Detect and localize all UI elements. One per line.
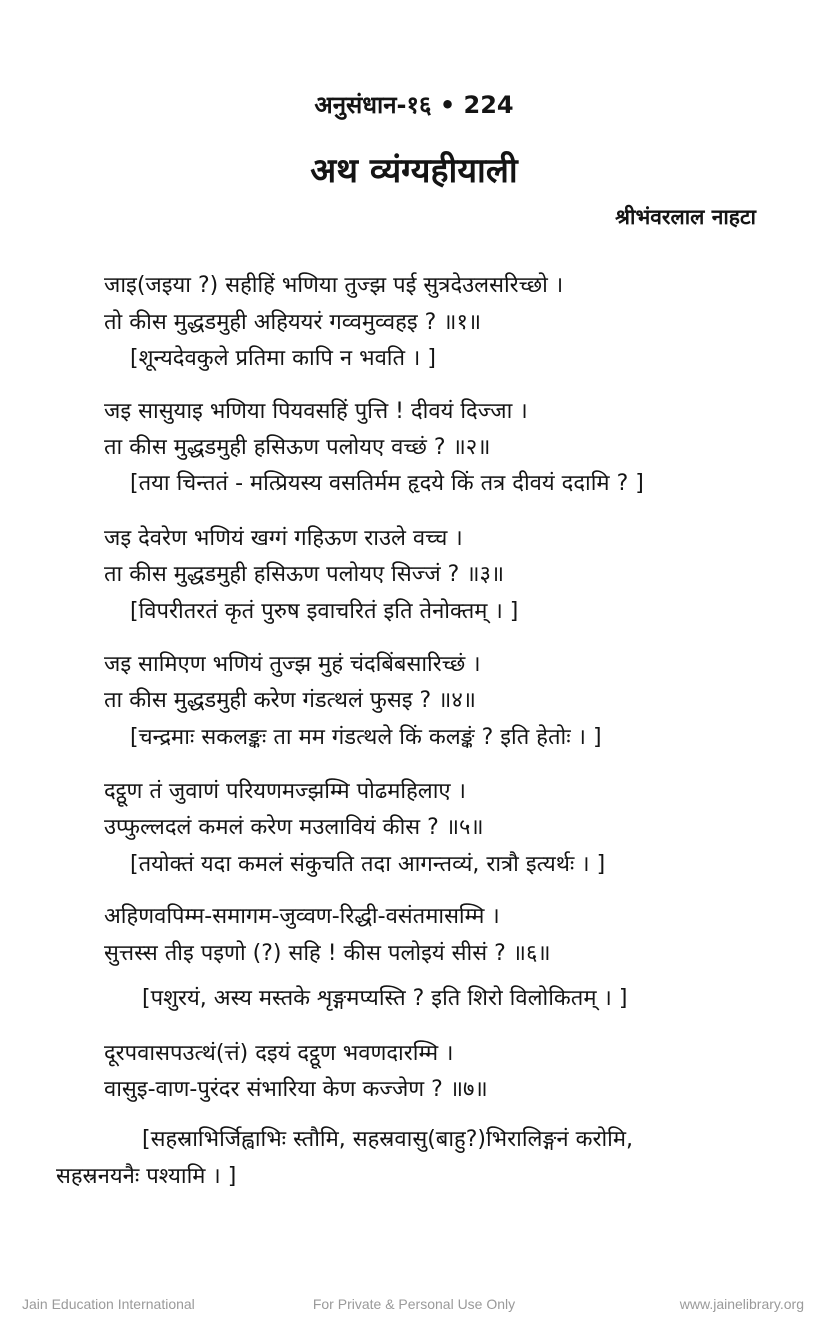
verse-line: जइ सासुयाइ भणिया पियवसहिं पुत्ति ! दीवयं दिज्जा । (104, 399, 528, 424)
running-head: अनुसंधान-१६ • 224 (314, 91, 514, 119)
footer-usage-note: For Private & Personal Use Only (312, 1296, 516, 1312)
verse-line: ता कीस मुद्धडमुही हसिऊण पलोयए वच्छं ? ॥२॥ (104, 435, 491, 460)
verse-line: ता कीस मुद्धडमुही हसिऊण पलोयए सिज्जं ? ॥३॥ (104, 562, 505, 587)
footer-publisher: Jain Education International (22, 1296, 195, 1312)
gloss-line: [तयोक्तं यदा कमलं संकुचति तदा आगन्तव्यं, रात्रौ इत्यर्थः । ] (130, 852, 606, 877)
gloss-line: [शून्यदेवकुले प्रतिमा कापि न भवति । ] (130, 346, 436, 371)
verse-line: तो कीस मुद्धडमुही अहिययरं गव्वमुव्वहइ ? ॥१॥ (104, 310, 482, 335)
verse-line: दट्ठूण तं जुवाणं परियणमज्झम्मि पोढमहिलाए । (104, 779, 466, 804)
gloss-line: [चन्द्रमाः सकलङ्कः ता मम गंडत्थले किं कलङ्कं ? इति हेतोः । ] (130, 725, 602, 750)
page-title: अथ व्यंग्यहीयाली (310, 151, 518, 191)
verse-line: सुत्तस्स तीइ पइणो (?) सहि ! कीस पलोइयं सीसं ? ॥६॥ (104, 941, 551, 966)
verse-line: दूरपवासपउत्थं(त्तं) दइयं दट्ठूण भवणदारम्मि । (104, 1041, 454, 1066)
gloss-line: [सहस्राभिर्जिह्वाभिः स्तौमि, सहस्रवासु(बाहु?)भिरालिङ्गनं करोमि, (142, 1127, 634, 1152)
gloss-line: सहस्रनयनैः पश्यामि । ] (56, 1164, 237, 1189)
verse-line: उप्फुल्लदलं कमलं करेण मउलावियं कीस ? ॥५॥ (104, 815, 484, 840)
verse-line: जइ देवरेण भणियं खग्गं गहिऊण राउले वच्च । (104, 526, 463, 551)
verse-line: अहिणवपिम्म-समागम-जुव्वण-रिद्धी-वसंतमासम्मि । (104, 904, 500, 929)
gloss-line: [तया चिन्ततं - मत्प्रियस्य वसतिर्मम हृदये किं तत्र दीवयं ददामि ? ] (130, 471, 644, 496)
gloss-line: [पशुरयं, अस्य मस्तके शृङ्गमप्यस्ति ? इति शिरो विलोकितम् । ] (142, 986, 628, 1011)
verse-line: जाइ(जइया ?) सहीहिं भणिया तुज्झ पई सुत्रदेउलसरिच्छो । (104, 273, 564, 298)
gloss-line: [विपरीतरतं कृतं पुरुष इवाचरितं इति तेनोक्तम् । ] (130, 599, 519, 624)
verse-line: वासुइ-वाण-पुरंदर संभारिया केण कज्जेण ? ॥७॥ (104, 1077, 488, 1102)
footer-website-link[interactable]: www.jainelibrary.org (679, 1296, 804, 1312)
verse-line: जइ सामिएण भणियं तुज्झ मुहं चंदबिंबसारिच्छं । (104, 652, 481, 677)
author-name: श्रीभंवरलाल नाहटा (615, 205, 756, 229)
verse-line: ता कीस मुद्धडमुही करेण गंडत्थलं फुसइ ? ॥४॥ (104, 688, 476, 713)
